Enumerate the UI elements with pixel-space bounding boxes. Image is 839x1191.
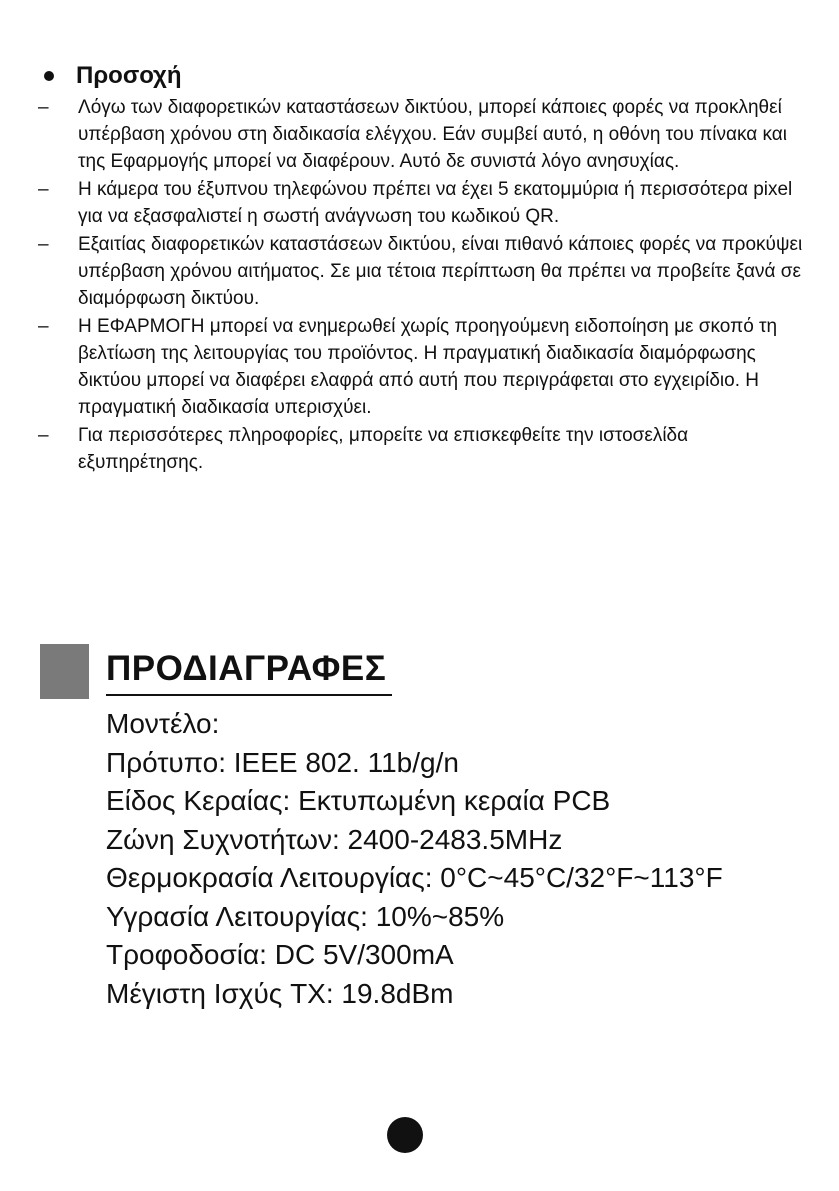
caution-note xyxy=(38,176,808,230)
caution-note xyxy=(38,231,808,312)
spec-frequency-band: Ζώνη Συχνοτήτων: 2400-2483.5MHz xyxy=(106,823,563,855)
spec-operating-temperature: Θερμοκρασία Λειτουργίας: 0°C~45°C/32°F~113°F xyxy=(106,862,723,893)
caution-notes-list xyxy=(38,94,808,477)
specifications-title: ΠΡΟΔΙΑΓΡΑΦΕΣ xyxy=(106,648,392,696)
caution-note xyxy=(38,313,808,421)
specifications-list xyxy=(106,705,723,1013)
dash-bullet-icon: – xyxy=(38,425,49,446)
spec-max-tx-power: Μέγιστη Ισχύς TX: 19.8dBm xyxy=(106,977,454,1009)
caution-note xyxy=(38,94,808,175)
bullet-dot-icon xyxy=(44,71,54,81)
spec-antenna-type: Είδος Κεραίας: Εκτυπωμένη κεραία PCB xyxy=(106,785,611,816)
caution-note-text: Λόγω των διαφορετικών καταστάσεων δικτύου, μπορεί κάποιες φορές να προκληθεί υπέρβαση χρόνου στη διαδικασία ελέγχου. Εάν συμβεί αυτό, η οθόνη του πίνακα και της Εφαρμογής μπορεί να διαφέρουν. Αυτό δε συνιστά λόγο ανησυχίας. xyxy=(78,97,787,172)
spec-power-supply: Τροφοδοσία: DC 5V/300mA xyxy=(106,939,454,970)
caution-note-text: Η κάμερα του έξυπνου τηλεφώνου πρέπει να έχει 5 εκατομμύρια ή περισσότερα pixel για να εξασφαλιστεί η σωστή ανάγνωση του κωδικού QR. xyxy=(78,179,793,227)
spec-standard: Πρότυπο: IEEE 802. 11b/g/n xyxy=(106,746,459,778)
spec-operating-humidity: Υγρασία Λειτουργίας: 10%~85% xyxy=(106,900,505,932)
dash-bullet-icon: – xyxy=(38,97,49,118)
caution-heading xyxy=(40,60,182,92)
spec-model: Μοντέλο: xyxy=(106,708,220,739)
dash-bullet-icon: – xyxy=(38,316,49,337)
section-marker-square-icon xyxy=(40,644,89,699)
page-marker-dot-icon xyxy=(387,1117,423,1153)
caution-title: Προσοχή xyxy=(76,62,182,89)
dash-bullet-icon: – xyxy=(38,234,49,255)
caution-note-text: Η ΕΦΑΡΜΟΓΗ μπορεί να ενημερωθεί χωρίς προηγούμενη ειδοποίηση με σκοπό τη βελτίωση της λειτουργίας του προϊόντος. Η πραγματική διαδικασία διαμόρφωσης δικτύου μπορεί να διαφέρει ελαφρά από αυτή που περιγράφεται στο εγχειρίδιο. Η πραγματική διαδικασία υπερισχύει. xyxy=(78,316,778,418)
caution-note-text: Για περισσότερες πληροφορίες, μπορείτε να επισκεφθείτε την ιστοσελίδα εξυπηρέτησης. xyxy=(78,425,689,473)
caution-note xyxy=(38,422,808,476)
caution-note-text: Εξαιτίας διαφορετικών καταστάσεων δικτύου, είναι πιθανό κάποιες φορές να προκύψει υπέρβαση χρόνου αιτήματος. Σε μια τέτοια περίπτωση θα πρέπει να προβείτε ξανά σε διαμόρφωση δικτύου. xyxy=(78,234,803,309)
dash-bullet-icon: – xyxy=(38,179,49,200)
